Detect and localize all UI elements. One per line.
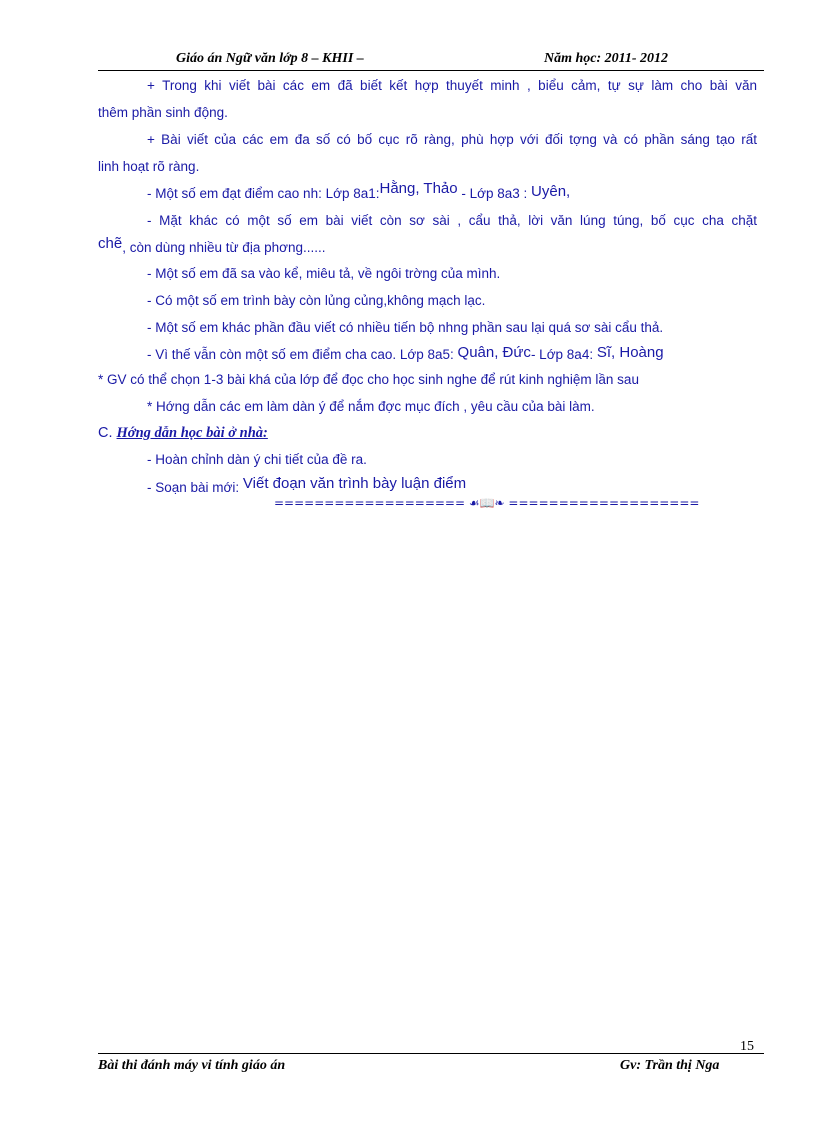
top-scores-line <box>147 180 571 202</box>
student-names-8a5: Quân, Đức <box>457 344 531 361</box>
paragraph-line: - Hoàn chỉnh dàn ý chi tiết của đề ra. <box>147 452 367 467</box>
low-scores-line <box>147 346 664 363</box>
footer-rule <box>98 1053 764 1054</box>
footer-left-text: Bài thi đánh máy vi tính giáo án <box>98 1058 286 1073</box>
paragraph-line <box>98 235 326 256</box>
paragraph-line: thêm phần sinh động. <box>98 105 228 120</box>
new-lesson-line <box>147 475 467 496</box>
paragraph-line: + Bài viết của các em đa số có bố cục rõ ràng, phù hợp với đối tợng và có phần sáng tạo rất <box>147 132 757 147</box>
top-scores-label: - Một số em đạt điểm cao nh: Lớp 8a1: <box>147 186 380 201</box>
section-separator: =================== ☙📖❧ =================== <box>274 496 700 510</box>
class-8a4-label: - Lớp 8a4: <box>530 347 594 362</box>
footer-right-text: Gv: Trần thị Nga <box>620 1058 720 1073</box>
paragraph-line: * Hớng dẫn các em làm dàn ý để nắm đợc mục đích , yêu cầu của bài làm. <box>147 399 595 414</box>
paragraph-line: - Một số em đã sa vào kể, miêu tả, về ngôi trờng của mình. <box>147 266 501 281</box>
line-text: , còn dùng nhiều từ địa phơng...... <box>122 240 326 255</box>
paragraph-line: - Một số em khác phần đầu viết có nhiều tiến bộ nhng phần sau lại quá sơ sài cẩu thả. <box>147 320 664 335</box>
word-che: chẽ <box>98 235 123 252</box>
low-scores-label: - Vì thế vẫn còn một số em điểm cha cao. Lớp 8a5: <box>147 347 454 362</box>
student-names-8a1: Hằng, Thảo <box>379 180 458 197</box>
paragraph-line: - Có một số em trình bày còn lủng củng,không mạch lạc. <box>147 293 486 308</box>
class-8a3-label: - Lớp 8a3 : <box>457 186 528 201</box>
new-lesson-label: - Soạn bài mới: <box>147 480 240 495</box>
header-left-text: Giáo án Ngữ văn lớp 8 – KHII – <box>176 51 364 66</box>
student-names-8a3: Uyên, <box>531 183 571 200</box>
page-header <box>98 50 764 71</box>
section-c-heading <box>98 425 268 442</box>
header-right-text: Năm học: 2011- 2012 <box>544 51 669 66</box>
paragraph-line: + Trong khi viết bài các em đã biết kết hợp thuyết minh , biểu cảm, tự sự làm cho bài văn <box>147 78 757 93</box>
section-c-title: Hớng dẫn học bài ở nhà: <box>116 425 268 441</box>
paragraph-line: linh hoạt rõ ràng. <box>98 159 200 174</box>
student-names-8a4: Sĩ, Hoàng <box>596 344 664 361</box>
new-lesson-title: Viết đoạn văn trình bày luận điểm <box>242 475 467 492</box>
page-number: 15 <box>740 1039 754 1054</box>
section-c-letter: C. <box>98 425 117 441</box>
paragraph-line: * GV có thể chọn 1-3 bài khá của lớp để đọc cho học sinh nghe để rút kinh nghiệm lần sau <box>98 372 639 387</box>
paragraph-line: - Mặt khác có một số em bài viết còn sơ sài , cẩu thả, lời văn lúng túng, bố cục cha chặt <box>147 213 757 228</box>
